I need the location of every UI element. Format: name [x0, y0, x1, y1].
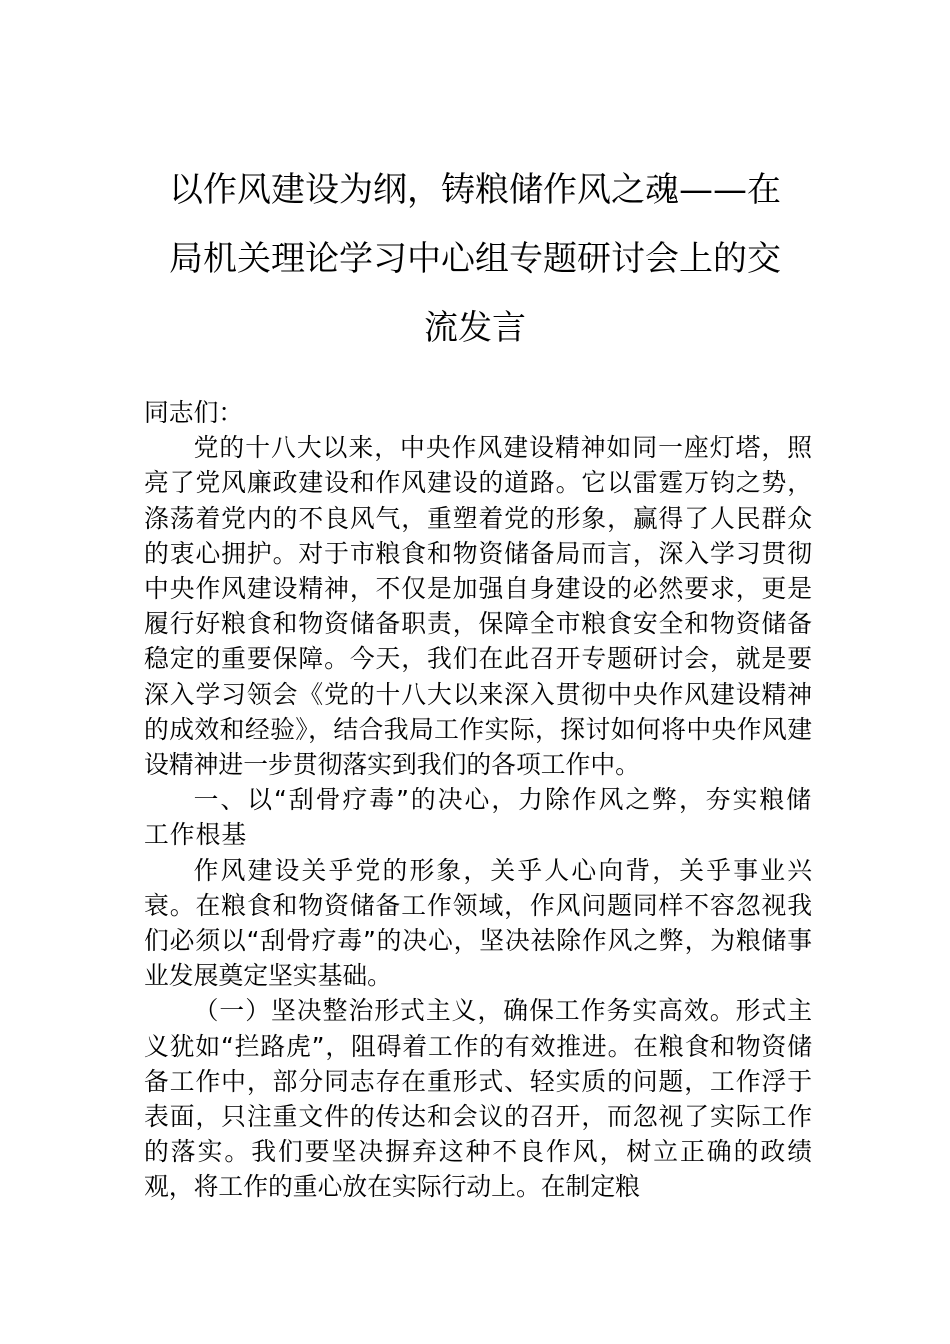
document-body: [144, 395, 812, 1205]
salutation: 同志们：: [144, 398, 244, 427]
section-1-paragraph: 作风建设关乎党的形象，关乎人心向背，关乎事业兴衰。在粮食和物资储备工作领域，作风问题同样不容忽视我们必须以“刮骨疗毒”的决心，坚决祛除作风之弊，为粮储事业发展奠定坚实基础。: [144, 855, 812, 991]
intro-paragraph: 党的十八大以来，中央作风建设精神如同一座灯塔，照亮了党风廉政建设和作风建设的道路。它以雷霆万钧之势，涤荡着党内的不良风气，重塑着党的形象，赢得了人民群众的衷心拥护。对于市粮食和物资储备局而言，深入学习贯彻中央作风建设精神，不仅是加强自身建设的必然要求，更是履行好粮食和物资储备职责，保障全市粮食安全和物资储备稳定的重要保障。今天，我们在此召开专题研讨会，就是要深入学习领会《党的十八大以来深入贯彻中央作风建设精神的成效和经验》，结合我局工作实际，探讨如何将中央作风建设精神进一步贯彻落实到我们的各项工作中。: [144, 433, 812, 780]
title-line-3: 流发言: [424, 308, 526, 348]
section-heading-1: 一、以“刮骨疗毒”的决心，力除作风之弊，夯实粮储工作根基: [144, 785, 812, 850]
title-line-1: 以作风建设为纲，铸粮储作风之魂——在: [169, 170, 781, 210]
subsection-1-paragraph: （一）坚决整治形式主义，确保工作务实高效。形式主义犹如“拦路虎”，阻碍着工作的有效推进。在粮食和物资储备工作中，部分同志存在重形式、轻实质的问题，工作浮于表面，只注重文件的传达和会议的召开，而忽视了实际工作的落实。我们要坚决摒弃这种不良作风，树立正确的政绩观，将工作的重心放在实际行动上。在制定粮: [144, 996, 812, 1202]
document-title: [0, 156, 950, 363]
title-line-2: 局机关理论学习中心组专题研讨会上的交: [169, 239, 781, 279]
